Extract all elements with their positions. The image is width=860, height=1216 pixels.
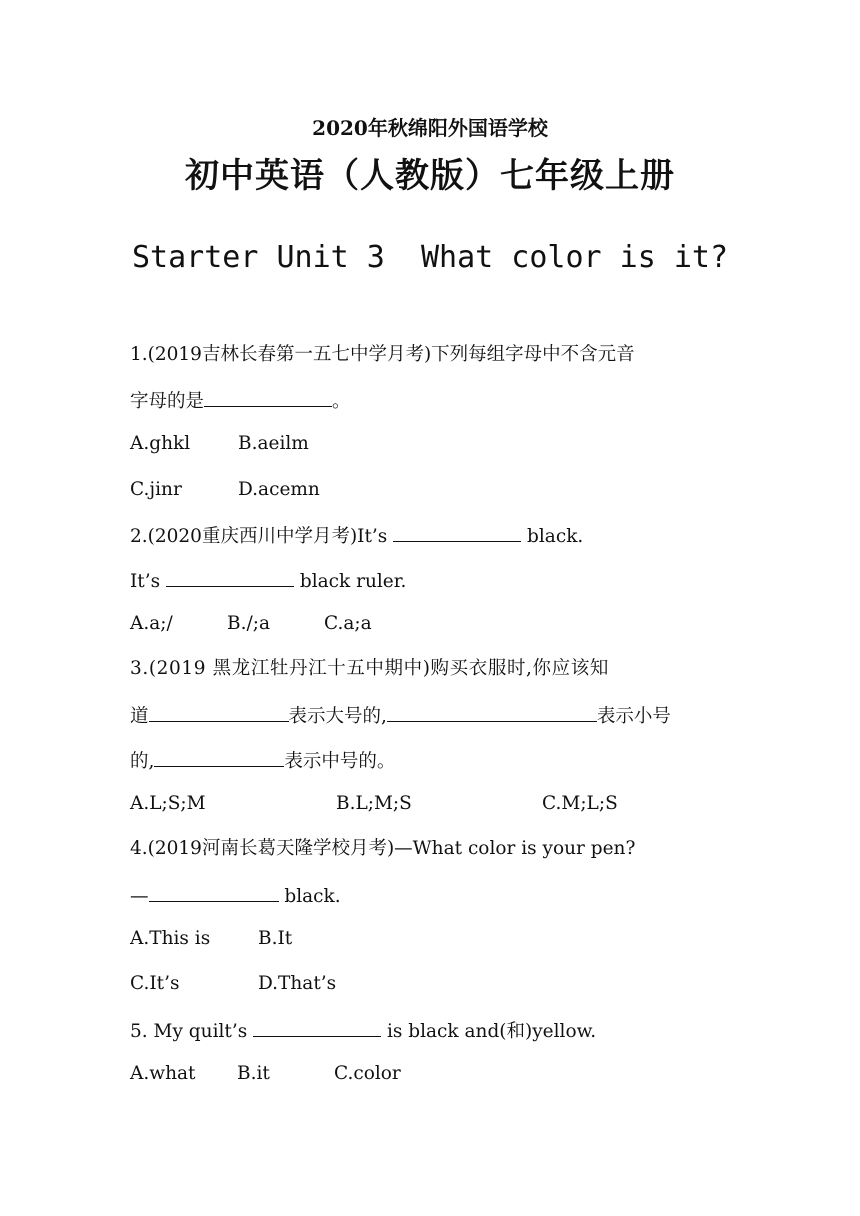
answer-blank bbox=[387, 701, 597, 722]
option-c[interactable]: C.M;L;S bbox=[542, 793, 618, 814]
option-d[interactable]: D.acemn bbox=[238, 479, 320, 500]
q2-stem-line2: It’s black ruler. bbox=[130, 566, 730, 592]
answer-blank bbox=[393, 521, 521, 542]
option-a[interactable]: A.ghkl bbox=[130, 433, 191, 454]
q4-stem-line1: 4.(2019河南长葛天隆学校月考)—What color is your pen? bbox=[130, 838, 636, 859]
option-b[interactable]: B./;a bbox=[227, 613, 270, 634]
answer-blank bbox=[253, 1016, 381, 1037]
option-b[interactable]: B.aeilm bbox=[238, 433, 309, 454]
q1-options-row1 bbox=[130, 431, 730, 457]
answer-blank bbox=[166, 566, 294, 587]
q3-stem-line2: 道 表示大号的, 表示小号 bbox=[130, 701, 730, 727]
q2-options bbox=[130, 611, 730, 637]
option-a[interactable]: A.This is bbox=[130, 928, 211, 949]
answer-blank bbox=[154, 746, 284, 767]
q3-options bbox=[130, 791, 730, 817]
option-a[interactable]: A.what bbox=[130, 1063, 196, 1084]
answer-blank bbox=[204, 386, 332, 407]
option-c[interactable]: C.It’s bbox=[130, 973, 180, 994]
option-b[interactable]: B.it bbox=[237, 1063, 270, 1084]
q1-stem-line1: 1.(2019吉林长春第一五七中学月考)下列每组字母中不含元音 bbox=[130, 344, 635, 365]
option-d[interactable]: D.That’s bbox=[258, 973, 337, 994]
unit-title: Starter Unit 3 What color is it? bbox=[131, 240, 729, 275]
option-c[interactable]: C.a;a bbox=[324, 613, 372, 634]
q4-stem-line2: — black. bbox=[130, 881, 730, 907]
q5-options bbox=[130, 1061, 730, 1087]
option-b[interactable]: B.It bbox=[258, 928, 293, 949]
school-title: 2020年秋绵阳外国语学校 bbox=[312, 116, 548, 140]
q4-options-row1 bbox=[130, 926, 730, 952]
q1-stem-line2: 字母的是 。 bbox=[130, 386, 730, 412]
q2-stem-line1: 2.(2020重庆西川中学月考)It’s black. bbox=[130, 521, 730, 547]
q5-stem-line1: 5. My quilt’s is black and(和)yellow. bbox=[130, 1016, 730, 1042]
q1-options-row2 bbox=[130, 477, 730, 503]
q3-stem-line3: 的, 表示中号的。 bbox=[130, 746, 730, 772]
answer-blank bbox=[149, 881, 279, 902]
course-title: 初中英语（人教版）七年级上册 bbox=[185, 156, 675, 196]
option-a[interactable]: A.L;S;M bbox=[130, 793, 206, 814]
option-b[interactable]: B.L;M;S bbox=[336, 793, 412, 814]
option-a[interactable]: A.a;/ bbox=[130, 613, 173, 634]
option-c[interactable]: C.jinr bbox=[130, 479, 182, 500]
answer-blank bbox=[149, 701, 289, 722]
q4-options-row2 bbox=[130, 971, 730, 997]
option-c[interactable]: C.color bbox=[334, 1063, 401, 1084]
q3-stem-line1: 3.(2019 黑龙江牡丹江十五中期中)购买衣服时,你应该知 bbox=[130, 658, 609, 679]
